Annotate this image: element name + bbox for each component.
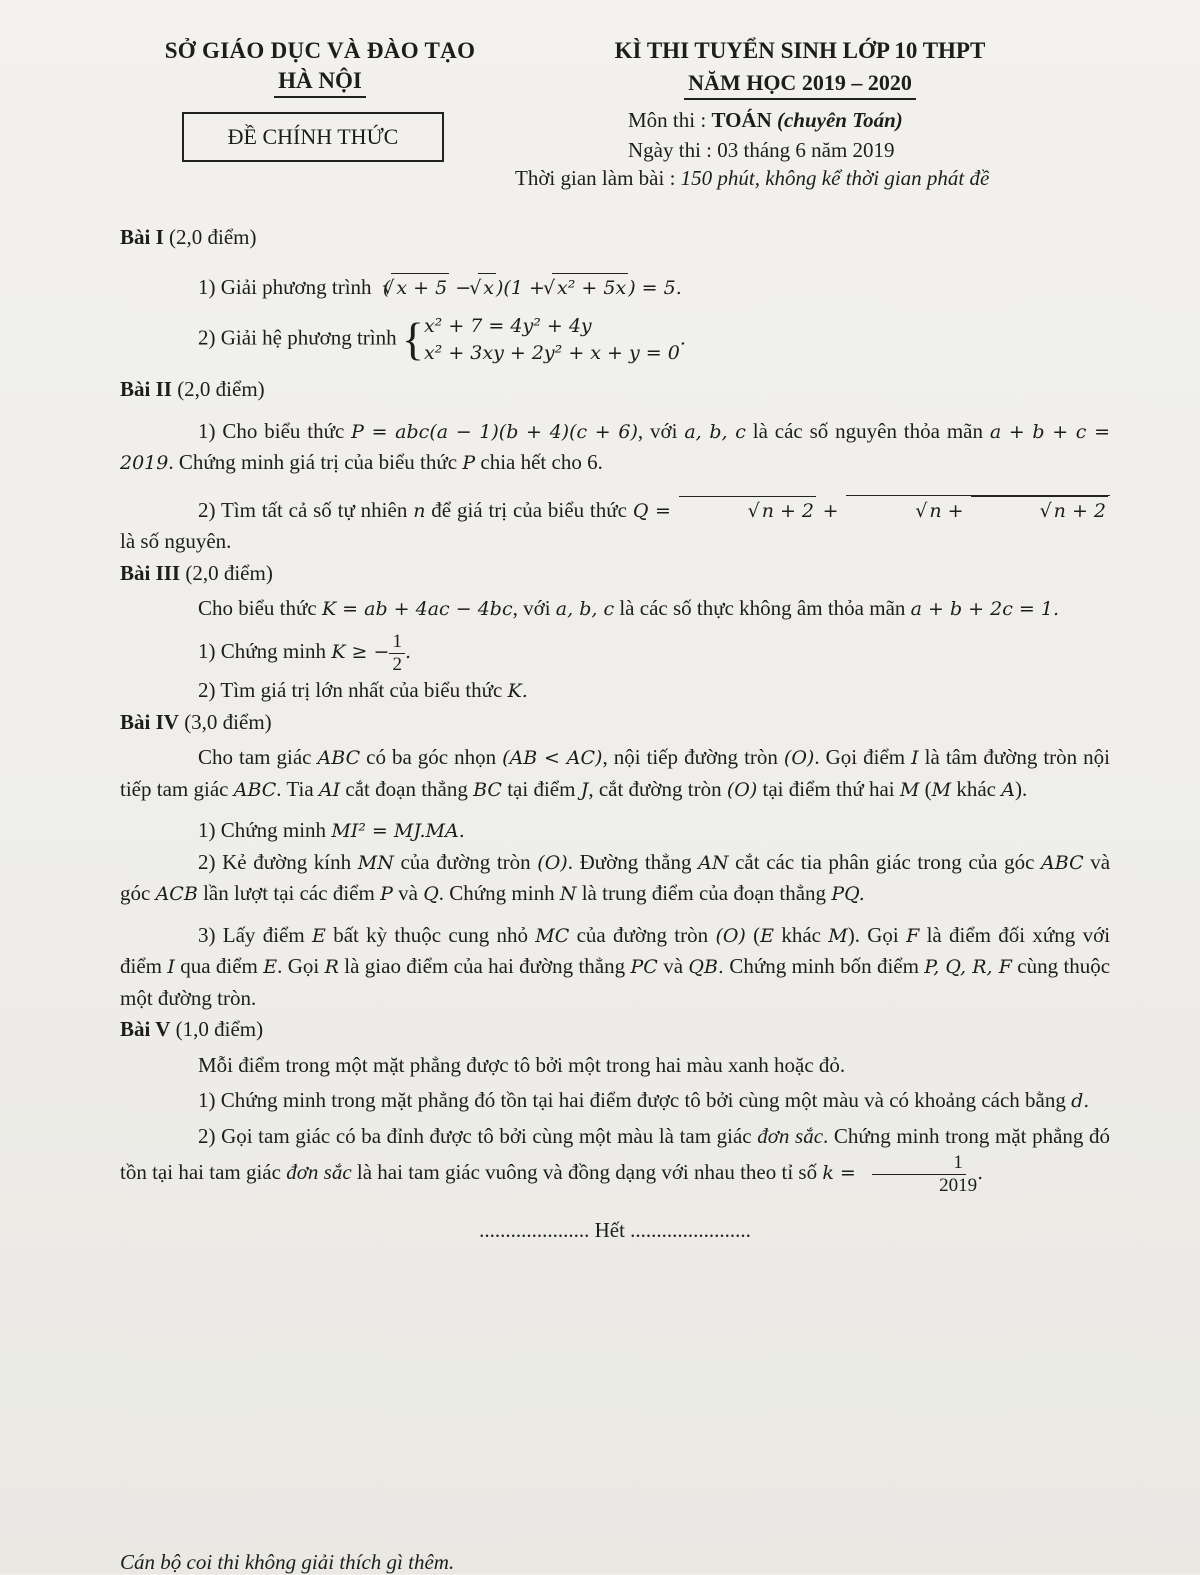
- section-heading-3: Bài III (2,0 điểm): [120, 560, 273, 585]
- header-right: [540, 38, 1060, 100]
- ministry-name: SỞ GIÁO DỤC VÀ ĐÀO TẠO: [164, 38, 476, 63]
- exam-title: KÌ THI TUYỂN SINH LỚP 10 THPT: [614, 38, 986, 63]
- problem-5-intro: Mỗi điểm trong một mặt phẳng được tô bởi một trong hai màu xanh hoặc đỏ.: [198, 1052, 846, 1077]
- problem-3-2: 2) Tìm giá trị lớn nhất của biểu thức K.: [198, 678, 528, 703]
- problem-2-2: 2) Tìm tất cả số tự nhiên n để giá trị của biểu thức Q = √ n + 2 + √ n + √ n + 2 là số nguyên.: [120, 495, 1110, 558]
- subject-line: Môn thi : TOÁN (chuyên Toán): [628, 108, 903, 132]
- problem-3-intro: Cho biểu thức K = ab + 4ac − 4bc, với a, b, c là các số thực không âm thỏa mãn a + b + 2c = 1.: [198, 596, 1059, 621]
- problem-5-1: 1) Chứng minh trong mặt phẳng đó tồn tại hai điểm được tô bởi cùng một màu và có khoảng cách bằng d.: [198, 1088, 1090, 1113]
- time-line: Thời gian làm bài : 150 phút, không kể thời gian phát đề: [515, 166, 990, 190]
- problem-4-1: 1) Chứng minh MI² = MJ.MA.: [198, 818, 465, 843]
- problem-3-1: 1) Chứng minh K ≥ − $\frac{1}{2}$ .: [198, 630, 411, 675]
- official-stamp-box: ĐỀ CHÍNH THỨC: [182, 112, 444, 162]
- problem-2-1: 1) Cho biểu thức P = abc(a − 1)(b + 4)(c + 6), với a, b, c là các số nguyên thỏa mãn a + b + c = 2019. Chứng minh giá trị của biểu thức P chia hết cho 6.: [120, 418, 1111, 475]
- school-year: NĂM HỌC 2019 – 2020: [684, 70, 916, 100]
- problem-5-2: 2) Gọi tam giác có ba đỉnh được tô bởi cùng một màu là tam giác đơn sắc. Chứng minh trong mặt phẳng đó tồn tại hai tam giác đơn sắc là hai tam giác vuông và đồng dạng với nhau theo tỉ số k = $\frac{1}{2019}$ .: [120, 1123, 1110, 1197]
- section-heading-2: Bài II (2,0 điểm): [120, 377, 265, 402]
- end-mark: ..................... Hết .......................: [479, 1218, 751, 1243]
- header-left: [120, 38, 520, 98]
- problem-4-3: 3) Lấy điểm E bất kỳ thuộc cung nhỏ MC của đường tròn (O) (E khác M). Gọi F là điểm đối xứng với điểm I qua điểm E. Gọi R là giao điểm của hai đường thẳng PC và QB. Chứng minh bốn điểm P, Q, R, F cùng thuộc một đường tròn.: [120, 922, 1111, 1010]
- section-heading-1: Bài I (2,0 điểm): [120, 225, 257, 249]
- problem-4-intro: Cho tam giác ABC có ba góc nhọn (AB < AC), nội tiếp đường tròn (O). Gọi điểm I là tâm đường tròn nội tiếp tam giác ABC. Tia AI cắt đoạn thẳng BC tại điểm J, cắt đường tròn (O) tại điểm thứ hai M (M khác A).: [120, 745, 1111, 801]
- section-heading-4: Bài IV (3,0 điểm): [120, 709, 272, 734]
- invigilator-note: Cán bộ coi thi không giải thích gì thêm.: [120, 1550, 455, 1574]
- problem-1-1: 1) Giải phương trình (√ x + 5 − √ x )(1 + √ x² + 5x ) = 5.: [120, 272, 1110, 304]
- problem-4-2: 2) Kẻ đường kính MN của đường tròn (O). Đường thẳng AN cắt các tia phân giác trong của góc ABC và góc ACB lần lượt tại các điểm P và Q. Chứng minh N là trung điểm của đoạn thẳng PQ.: [120, 849, 1111, 906]
- city-name: HÀ NỘI: [274, 68, 366, 98]
- exam-content: [120, 222, 1110, 1268]
- section-heading-5: Bài V (1,0 điểm): [120, 1017, 264, 1042]
- problem-1-2: 2) Giải hệ phương trình {x² + 7 = 4y² + 4y x² + 3xy + 2y² + x + y = 0.: [198, 313, 686, 365]
- date-line: Ngày thi : 03 tháng 6 năm 2019: [628, 138, 895, 162]
